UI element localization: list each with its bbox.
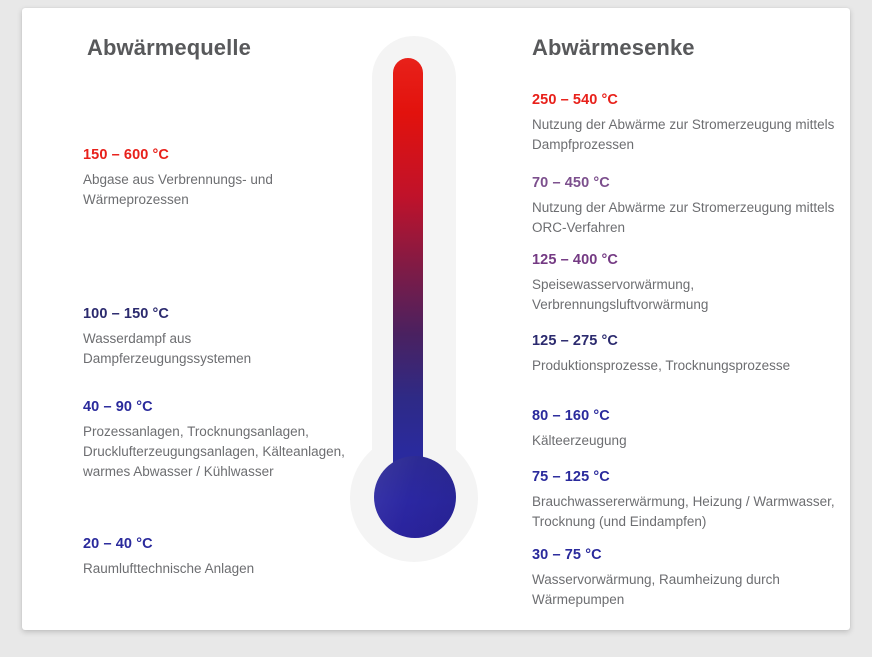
- source-entry-3: [83, 399, 345, 482]
- sink-entry-6-temperature: 75 – 125 °C: [532, 469, 610, 485]
- sink-entry-3-description: Speisewasservorwärmung, Verbrennungsluftvorwärmung: [532, 277, 709, 312]
- thermometer-casing-bulb: [350, 434, 478, 562]
- thermometer-stem-gradient: [393, 58, 423, 518]
- source-entry-4-temperature: 20 – 40 °C: [83, 536, 153, 552]
- sink-entry-5-description: Kälteerzeugung: [532, 433, 627, 448]
- sink-entry-4: [532, 333, 850, 376]
- source-entry-3-temperature: 40 – 90 °C: [83, 399, 153, 415]
- source-entry-1-temperature: 150 – 600 °C: [83, 147, 170, 163]
- infographic-card: [22, 8, 850, 630]
- sink-entry-7-description: Wasservorwärmung, Raumheizung durch Wärmepumpen: [532, 572, 780, 607]
- sink-entry-4-description: Produktionsprozesse, Trocknungsprozesse: [532, 358, 791, 373]
- sink-entry-3-temperature: 125 – 400 °C: [532, 252, 619, 268]
- sink-entry-1-description: Nutzung der Abwärme zur Stromerzeugung mittels Dampfprozessen: [532, 117, 835, 152]
- sink-entry-6: [532, 469, 850, 532]
- sink-entry-7: [532, 547, 850, 610]
- sink-entry-1-temperature: 250 – 540 °C: [532, 92, 619, 108]
- column-title-sink: Abwärmesenke: [532, 35, 695, 60]
- sink-entry-3: [532, 252, 850, 315]
- thermometer-graphic: [336, 36, 464, 616]
- source-entry-2: [83, 306, 343, 369]
- source-entry-2-description: Wasserdampf aus Dampferzeugungssystemen: [83, 331, 252, 366]
- source-entry-4-description: Raumlufttechnische Anlagen: [83, 561, 255, 576]
- sink-entry-2-description: Nutzung der Abwärme zur Stromerzeugung mittels ORC-Verfahren: [532, 200, 835, 235]
- sink-entry-2-temperature: 70 – 450 °C: [532, 175, 610, 191]
- thermometer-bulb-shading: [374, 456, 456, 538]
- sink-entry-1: [532, 92, 850, 155]
- source-entry-3-description: Prozessanlagen, Trocknungsanlagen, Drucklufterzeugungsanlagen, Kälteanlagen, warmes Abwasser / Kühlwasser: [83, 424, 345, 479]
- source-entry-1: [83, 147, 343, 210]
- source-entry-2-temperature: 100 – 150 °C: [83, 306, 170, 322]
- sink-entry-6-description: Brauchwassererwärmung, Heizung / Warmwasser, Trocknung (und Eindampfen): [532, 494, 835, 529]
- sink-entry-2: [532, 175, 850, 238]
- thermometer-bulb: [374, 456, 456, 538]
- sink-entry-7-temperature: 30 – 75 °C: [532, 547, 602, 563]
- sink-entry-5-temperature: 80 – 160 °C: [532, 408, 610, 424]
- source-entry-4: [83, 536, 343, 579]
- source-entry-1-description: Abgase aus Verbrennungs- und Wärmeprozessen: [83, 172, 273, 207]
- sink-entry-5: [532, 408, 850, 451]
- sink-entry-4-temperature: 125 – 275 °C: [532, 333, 619, 349]
- column-title-source: Abwärmequelle: [87, 35, 251, 60]
- thermometer-casing-stem: [372, 36, 456, 506]
